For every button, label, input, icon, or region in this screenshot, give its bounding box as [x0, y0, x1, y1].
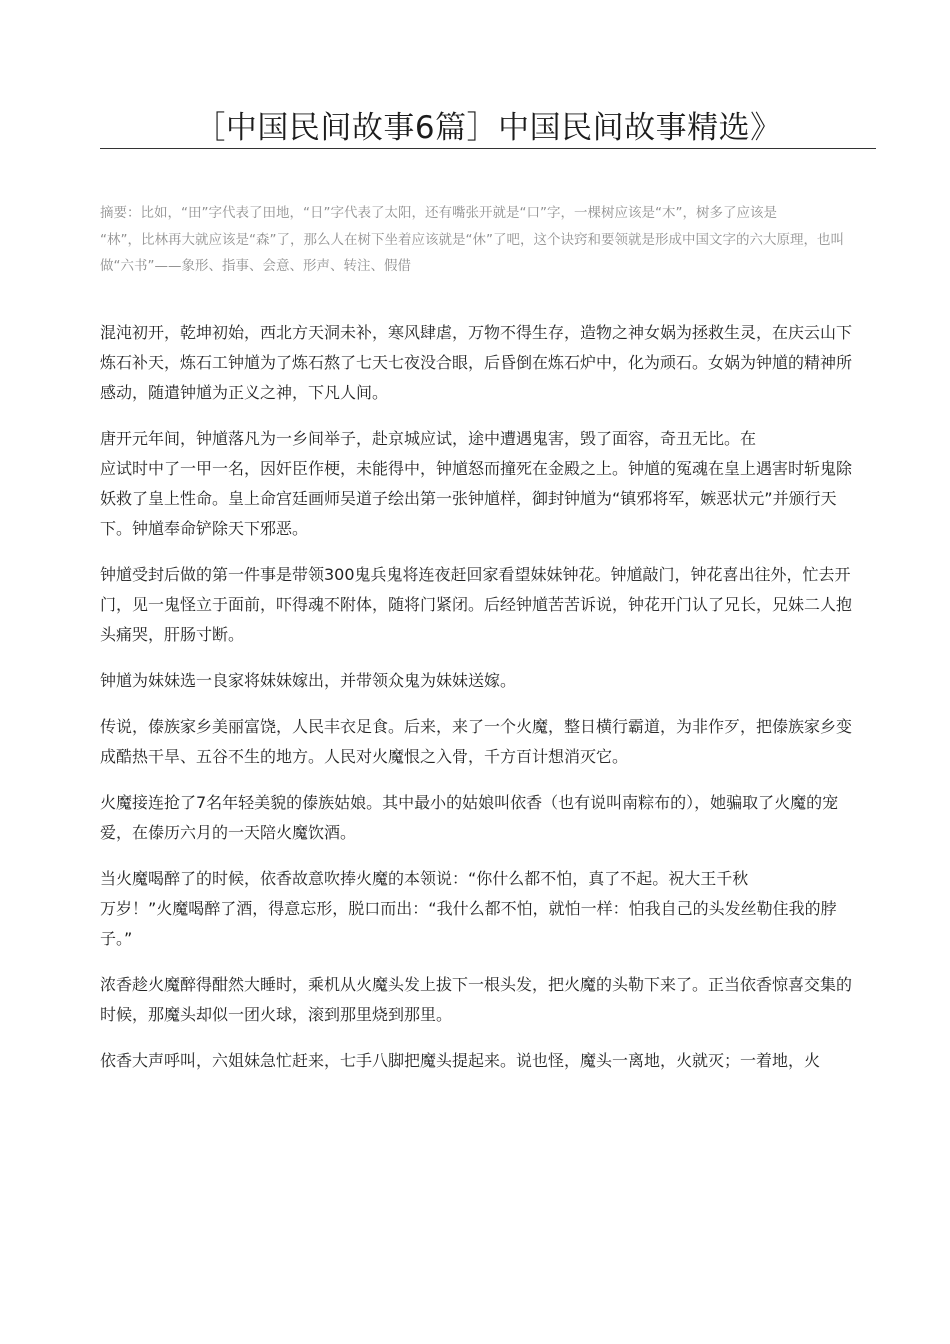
abstract: [100, 200, 866, 280]
paragraph-line: 当火魔喝醉了的时候，依香故意吹捧火魔的本领说：“你什么都不怕，真了不起。祝大王千秋: [100, 869, 749, 888]
page-title: ［中国民间故事6篇］中国民间故事精选》: [194, 110, 782, 146]
paragraph: 混沌初开，乾坤初始，西北方天洞未补，寒风肆虐，万物不得生存，造物之神女娲为拯救生灵，在庆云山下炼石补天，炼石工钟馗为了炼石熬了七天七夜没合眼，后昏倒在炼石炉中，化为顽石。女娲为钟馗的精神所感动，随遣钟馗为正义之神，下凡人间。: [100, 323, 853, 402]
paragraph: 钟馗受封后做的第一件事是带领300鬼兵鬼将连夜赶回家看望妹妹钟花。钟馗敲门，钟花喜出往外，忙去开门，见一鬼怪立于面前，吓得魂不附体，随将门紧闭。后经钟馗苦苦诉说，钟花开门认了兄长，兄妹二人抱头痛哭，肝肠寸断。: [100, 565, 853, 644]
paragraph: 依香大声呼叫，六姐妹急忙赶来，七手八脚把魔头提起来。说也怪，魔头一离地，火就灭；一着地，火: [100, 1051, 821, 1070]
title-bar: [100, 108, 876, 149]
paragraph-line: 唐开元年间，钟馗落凡为一乡间举子，赴京城应试，途中遭遇鬼害，毁了面容，奇丑无比。在: [100, 429, 757, 448]
paragraph: 传说，傣族家乡美丽富饶，人民丰衣足食。后来，来了一个火魔，整日横行霸道，为非作歹，把傣族家乡变成酷热干旱、五谷不生的地方。人民对火魔恨之入骨，千方百计想消灭它。: [100, 717, 853, 766]
paragraph-text: 万岁！”火魔喝醉了酒，得意忘形，脱口而出：“我什么都不怕，就怕一样：怕我自己的头发丝勒住我的脖子。”: [100, 899, 837, 948]
article-body: [100, 318, 866, 1092]
abstract-line: “林”，比林再大就应该是“森”了，那么人在树下坐着应该就是“休”了吧，这个诀窍和要领就是形成中国文字的六大原理，也叫做“六书”——象形、指事、会意、形声、转注、假借: [100, 231, 844, 274]
paragraph: 浓香趁火魔醉得酣然大睡时，乘机从火魔头发上拔下一根头发，把火魔的头勒下来了。正当依香惊喜交集的时候，那魔头却似一团火球，滚到那里烧到那里。: [100, 975, 853, 1024]
paragraph-text: 应试时中了一甲一名，因奸臣作梗，未能得中，钟馗怒而撞死在金殿之上。钟馗的冤魂在皇上遇害时斩鬼除妖救了皇上性命。皇上命宫廷画师吴道子绘出第一张钟馗样，御封钟馗为“镇邪将军，嫉恶状元”并颁行天下。钟馗奉命铲除天下邪恶。: [100, 459, 853, 538]
paragraph: 火魔接连抢了7名年轻美貌的傣族姑娘。其中最小的姑娘叫依香（也有说叫南粽布的），她骗取了火魔的宠爱，在傣历六月的一天陪火魔饮酒。: [100, 793, 839, 842]
paragraph: [100, 424, 866, 544]
paragraph: [100, 864, 866, 954]
paragraph: 钟馗为妹妹选一良家将妹妹嫁出，并带领众鬼为妹妹送嫁。: [100, 671, 517, 690]
abstract-line: 摘要：比如，“田”字代表了田地，“日”字代表了太阳，还有嘴张开就是“口”字，一棵树应该是“木”，树多了应该是: [100, 205, 777, 221]
